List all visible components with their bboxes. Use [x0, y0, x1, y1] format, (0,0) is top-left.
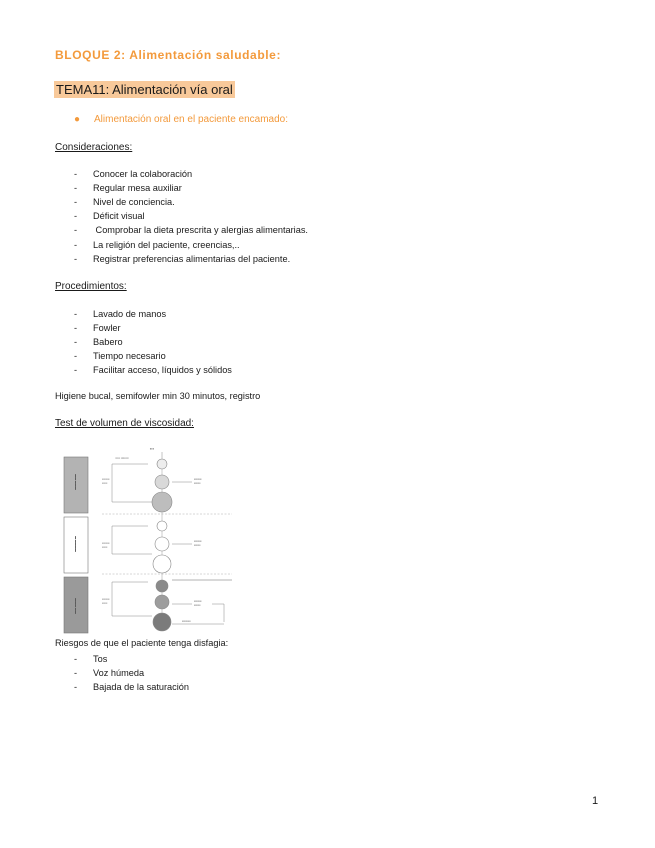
- hygiene-line: Higiene bucal, semifowler min 30 minutos, registro: [55, 391, 261, 401]
- svg-text:▪▪▪▪▪▪▪: ▪▪▪▪▪▪▪: [102, 541, 110, 545]
- svg-text:▪▪▪▪▪▪▪: ▪▪▪▪▪▪▪: [194, 539, 202, 543]
- svg-text:▪▪▪▪▪▪: ▪▪▪▪▪▪: [194, 603, 201, 607]
- procedures-heading: Procedimientos:: [55, 281, 127, 292]
- orange-bullet-text: Alimentación oral en el paciente encamado:: [94, 114, 289, 125]
- considerations-heading: Consideraciones:: [55, 142, 133, 153]
- list-item: - Nivel de conciencia.: [74, 197, 175, 208]
- risks-heading: Riesgos de que el paciente tenga disfagia:: [55, 638, 229, 648]
- list-item: - Fowler: [74, 323, 121, 334]
- list-item: - Registrar preferencias alimentarias del paciente.: [74, 253, 291, 264]
- svg-text:▪▪▪▪▪▪▪: ▪▪▪▪▪▪▪: [102, 477, 110, 481]
- svg-text:▪▪▪▪▪▪▪: ▪▪▪▪▪▪▪: [194, 599, 202, 603]
- list-item: - Conocer la colaboración: [74, 169, 193, 180]
- viscosity-test-heading: Test de volumen de viscosidad:: [55, 418, 194, 429]
- list-item: - Tos: [74, 654, 108, 665]
- svg-text:▪▪▪▪▪: ▪▪▪▪▪: [102, 601, 108, 605]
- svg-text:▪▪▪▪▪▪▪: ▪▪▪▪▪▪▪: [102, 597, 110, 601]
- list-item: - La religión del paciente, creencias,..: [74, 239, 240, 250]
- list-item: - Tiempo necesario: [74, 351, 166, 362]
- svg-text:▪▪▪▪ ▪▪▪▪▪▪▪: ▪▪▪▪ ▪▪▪▪▪▪▪: [115, 456, 129, 460]
- procedures-list: [74, 307, 232, 377]
- svg-text:▬▬ ▬▬▬: ▬▬ ▬▬▬: [73, 598, 77, 614]
- list-item: - Babero: [74, 337, 123, 348]
- list-item: - Comprobar la dieta prescrita y alergias alimentarias.: [74, 225, 308, 236]
- list-item: - Facilitar acceso, líquidos y sólidos: [74, 365, 232, 376]
- svg-text:▪▪▪: ▪▪▪: [149, 446, 155, 451]
- topic-title: TEMA11: Alimentación vía oral: [56, 82, 233, 97]
- svg-text:▪▪▪▪▪▪▪: ▪▪▪▪▪▪▪: [194, 477, 202, 481]
- page-number: 1: [592, 795, 599, 807]
- svg-text:▪▪▪▪▪▪: ▪▪▪▪▪▪: [194, 481, 201, 485]
- list-item: - Regular mesa auxiliar: [74, 183, 182, 194]
- svg-text:▬▬▬ ▬▬: ▬▬▬ ▬▬: [73, 474, 77, 490]
- svg-text:▪▪▪▪▪▪: ▪▪▪▪▪▪: [194, 543, 201, 547]
- block-title: BLOQUE 2: Alimentación saludable:: [55, 48, 282, 62]
- list-item: - Voz húmeda: [74, 668, 145, 679]
- svg-text:▪▪▪▪▪▪▪▪: ▪▪▪▪▪▪▪▪: [182, 619, 191, 623]
- svg-text:▪▪▪▪▪: ▪▪▪▪▪: [102, 481, 108, 485]
- svg-text:▬▬▬▬ ▬: ▬▬▬▬ ▬: [73, 536, 77, 552]
- list-item: - Lavado de manos: [74, 309, 167, 320]
- considerations-list: [74, 167, 308, 266]
- viscosity-test-flowchart: [62, 444, 240, 634]
- list-item: - Bajada de la saturación: [74, 682, 190, 693]
- orange-bullet-item: [74, 114, 288, 125]
- svg-text:▪▪▪▪▪: ▪▪▪▪▪: [102, 545, 108, 549]
- bullet-dot-icon: ●: [74, 114, 81, 125]
- risks-list: [74, 652, 189, 694]
- list-item: - Déficit visual: [74, 211, 145, 222]
